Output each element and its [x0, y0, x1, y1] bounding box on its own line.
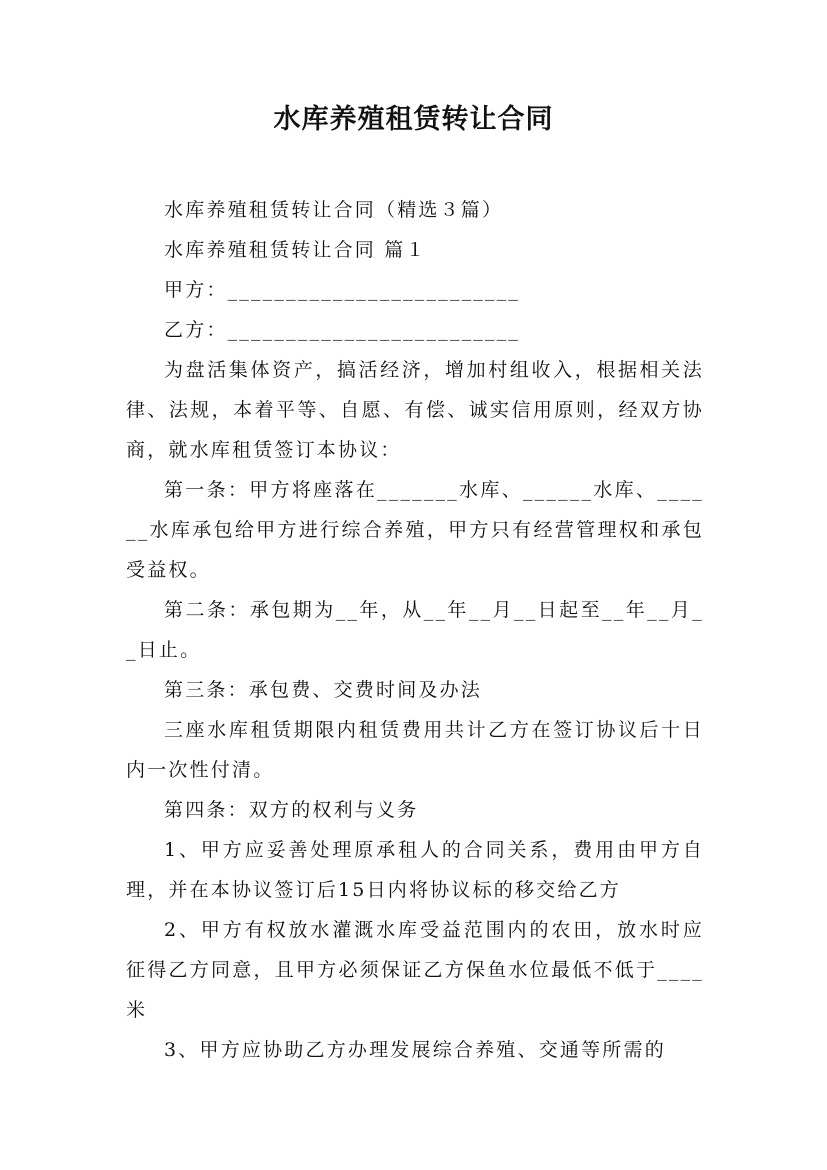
document-body	[126, 190, 704, 1070]
paragraph-clause-1: 1、甲方应妥善处理原承租人的合同关系，费用由甲方自理，并在本协议签订后15日内将协议标的移交给乙方	[126, 839, 704, 901]
paragraph-party-a: 甲方：_________________________	[164, 279, 521, 301]
paragraph-article-1: 第一条：甲方将座落在_______水库、______水库、______水库承包给甲方进行综合养殖，甲方只有经营管理权和承包受益权。	[126, 479, 704, 581]
paragraph-party-b: 乙方：_________________________	[164, 319, 521, 341]
paragraph-subtitle: 水库养殖租赁转让合同（精选３篇）	[164, 199, 504, 221]
paragraph-article-3-body: 三座水库租赁期限内租赁费用共计乙方在签订协议后十日内一次性付清。	[126, 719, 704, 781]
paragraph-article-3: 第三条：承包费、交费时间及办法	[164, 679, 483, 701]
paragraph-article-2: 第二条：承包期为__年，从__年__月__日起至__年__月__日止。	[126, 599, 704, 661]
paragraph-article-4: 第四条：双方的权利与义务	[164, 799, 419, 821]
paragraph-clause-2: 2、甲方有权放水灌溉水库受益范围内的农田，放水时应征得乙方同意，且甲方必须保证乙方保鱼水位最低不低于____米	[126, 919, 704, 1021]
paragraph-preamble: 为盘活集体资产，搞活经济，增加村组收入，根据相关法律、法规，本着平等、自愿、有偿、诚实信用原则，经双方协商，就水库租赁签订本协议：	[126, 359, 704, 461]
paragraph-section-heading: 水库养殖租赁转让合同 篇１	[164, 239, 427, 261]
paragraph-clause-3: 3、甲方应协助乙方办理发展综合养殖、交通等所需的	[164, 1039, 666, 1061]
document-title: 水库养殖租赁转让合同	[273, 104, 554, 135]
